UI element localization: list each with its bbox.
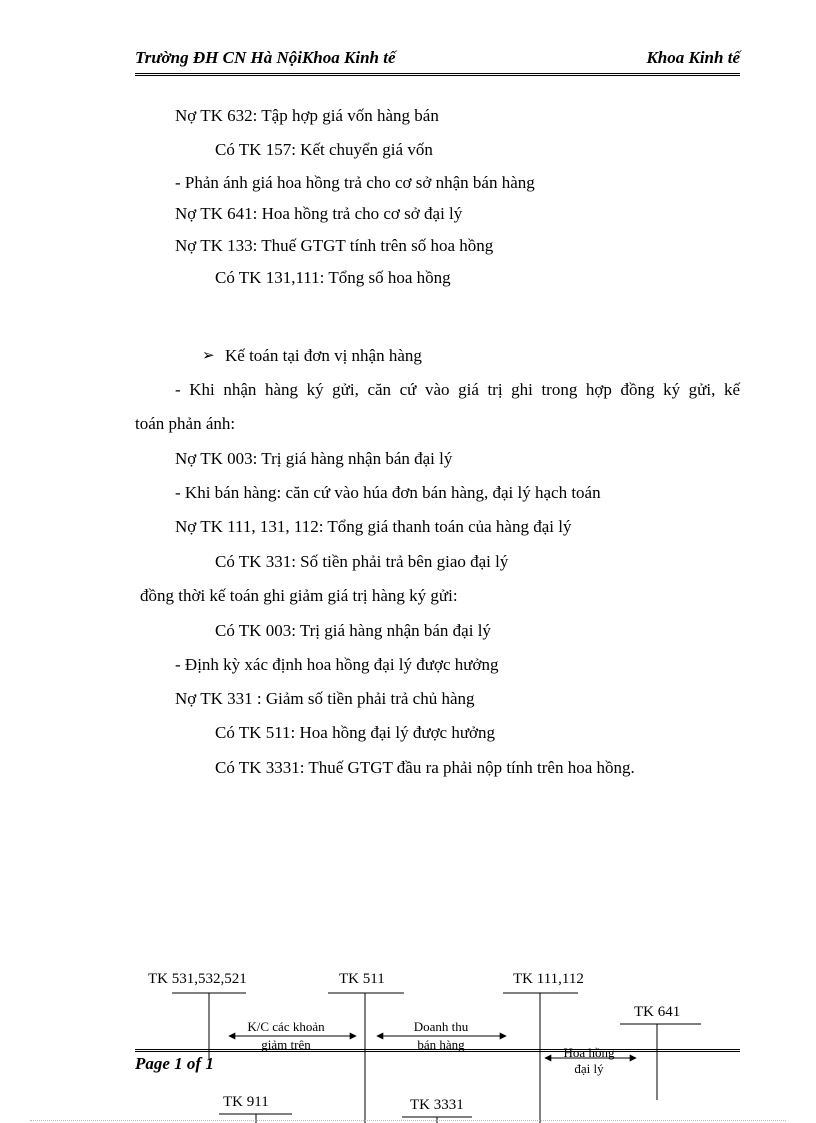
account-label: TK 531,532,521 xyxy=(148,971,247,987)
text-line: Nợ TK 331 : Giảm số tiền phải trả chủ hàng xyxy=(175,689,475,708)
text-line: đồng thời kế toán ghi giảm giá trị hàng ký gửi: xyxy=(140,586,458,605)
arrow-bullet-icon: ➢ xyxy=(202,348,215,364)
text-line: Nợ TK 111, 131, 112: Tổng giá thanh toán của hàng đại lý xyxy=(175,517,572,536)
text-line: Có TK 331: Số tiền phải trả bên giao đại lý xyxy=(215,552,509,571)
account-label: TK 111,112 xyxy=(513,971,584,987)
header-school: Trường ĐH CN Hà NộiKhoa Kinh tế xyxy=(135,48,396,67)
text-line: toán phản ánh: xyxy=(135,414,236,433)
flow-label: đại lý xyxy=(574,1061,604,1076)
text-line: Có TK 3331: Thuế GTGT đầu ra phải nộp tính trên hoa hồng. xyxy=(215,758,635,777)
flow-label: giảm trên xyxy=(261,1037,311,1052)
flow-label: Hoa hồng xyxy=(563,1045,615,1060)
text-line: - Khi nhận hàng ký gửi, căn cứ vào giá trị ghi trong hợp đồng ký gửi, kế xyxy=(175,380,740,399)
text-line: Có TK 003: Trị giá hàng nhận bán đại lý xyxy=(215,621,491,640)
text-line: Nợ TK 003: Trị giá hàng nhận bán đại lý xyxy=(175,449,453,468)
account-label: TK 3331 xyxy=(410,1097,464,1113)
page-number: Page 1 of 1 xyxy=(135,1054,214,1073)
text-line: Nợ TK 133: Thuế GTGT tính trên số hoa hồng xyxy=(175,236,494,255)
text-line: - Khi bán hàng: căn cứ vào húa đơn bán hàng, đại lý hạch toán xyxy=(175,483,601,502)
text-line: - Phản ánh giá hoa hồng trả cho cơ sở nhận bán hàng xyxy=(175,173,535,192)
text-line: Có TK 157: Kết chuyển giá vốn xyxy=(215,140,433,159)
header-faculty: Khoa Kinh tế xyxy=(646,48,740,67)
text-line: Nợ TK 632: Tập hợp giá vốn hàng bán xyxy=(175,106,439,125)
account-label: TK 511 xyxy=(339,971,385,987)
account-label: TK 911 xyxy=(223,1094,269,1110)
section-heading: Kế toán tại đơn vị nhận hàng xyxy=(225,346,422,365)
flow-label: bán hàng xyxy=(417,1037,465,1052)
text-line: Có TK 511: Hoa hồng đại lý được hưởng xyxy=(215,723,496,742)
text-line: Có TK 131,111: Tổng số hoa hồng xyxy=(215,268,451,287)
page-edge-dotted-line xyxy=(30,1120,786,1121)
footer-rule xyxy=(135,1049,740,1052)
flow-label: K/C các khoản xyxy=(247,1019,325,1034)
flow-label: Doanh thu xyxy=(413,1019,469,1034)
text-line: Nợ TK 641: Hoa hồng trả cho cơ sở đại lý xyxy=(175,204,463,223)
account-label: TK 641 xyxy=(634,1004,681,1020)
text-line: - Định kỳ xác định hoa hồng đại lý được hưởng xyxy=(175,655,499,674)
